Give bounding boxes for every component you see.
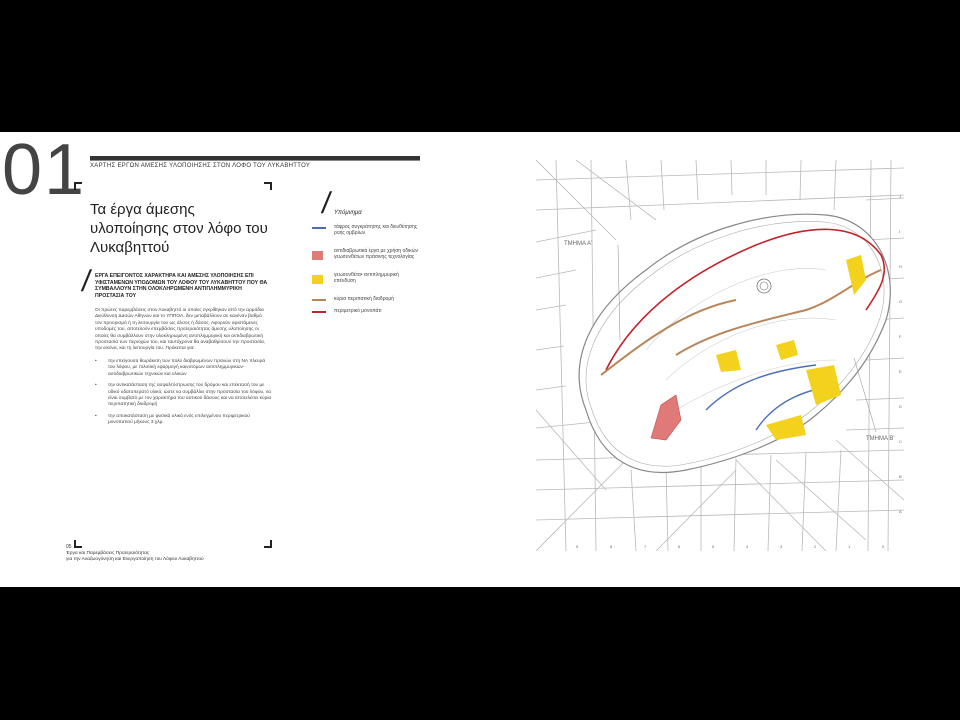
corner-mark-bottom-right xyxy=(264,540,272,548)
row-label: H xyxy=(899,264,902,269)
slash-ornament: / xyxy=(79,265,93,298)
legend-swatch xyxy=(312,251,323,260)
corner-mark-bottom-left xyxy=(74,540,82,548)
list-item: • την επείγουσα θωράκιση των πολύ διαβρωμένων πρανών στη ΝΑ πλευρά του λόφου, με πιλοτική εφαρμογή καινοτόμων αντιπλημμυρικών-αντιδιαβρωτικών τεχνικών και υλικών xyxy=(95,359,273,378)
list-item: • την αντικατάσταση της ασφαλτόστρωσης του δρόμου και επέκτασή του με οδικό υδατοπερατό υλικό, ώστε να συμβάλλει στην προστασία του λόφου, να είναι συμβατό με τον χαρακτήρα του αστικού δάσους και να αποτελέσει κύρια περιπατητική διαδρομή xyxy=(95,383,273,409)
row-label: D xyxy=(899,404,902,409)
label-section-a: ΤΜΗΜΑ Α' xyxy=(564,241,593,247)
legend-item-drainage-trench xyxy=(312,224,422,248)
column-label: 8 xyxy=(610,544,613,549)
header-rule xyxy=(90,160,420,161)
lycabettus-map xyxy=(536,160,904,551)
legend-label: κύρια περιπατική διαδρομή xyxy=(334,296,394,302)
row-label: E xyxy=(899,369,902,374)
footer-text xyxy=(66,551,204,563)
column-label: 6 xyxy=(678,544,681,549)
body-paragraph: Οι πρώτες παρεμβάσεις στον Λυκαβηττό οι οποίες εγκρίθηκαν από την αρμόδια Διεύθυνση Δασών Αθηνών και το ΥΠΠΟΑ, δεν μεταβάλλουν σε κανέναν βαθμό τον προορισμό ή τη λειτουργία του ως άλσος ή δάσος. Αφορούν υφιστάμενες υποδομές του, αποτελούν επεμβάσεις προτεραιότητας άμεσης υλοποίησης οι οποίες θα συμβάλλουν στην ολοκληρωμένη αντιπλημμυρική και αντιδιαβρωτική προστασία των περιοχών του, και ταυτόχρονα θα αναβαθμίσουν την προστασία, την εικόνα, και τη λειτουργία του. Πρόκειται για: xyxy=(95,308,266,352)
row-label: A xyxy=(899,509,902,514)
map-legend xyxy=(312,224,422,320)
column-label: 4 xyxy=(746,544,749,549)
column-label: 3 xyxy=(780,544,783,549)
row-label: B xyxy=(899,474,902,479)
legend-swatch xyxy=(312,275,323,284)
legend-item-geosynthetics xyxy=(312,272,422,296)
row-label: G xyxy=(899,299,903,304)
row-label: I xyxy=(899,229,901,234)
legend-label: περιμετρικό μονοπάτι xyxy=(334,308,382,314)
legend-swatch xyxy=(312,299,326,301)
legend-item-anti-erosion xyxy=(312,248,422,272)
header-text: ΧΑΡΤΗΣ ΕΡΓΩΝ ΑΜΕΣΗΣ ΥΛΟΠΟΙΗΣΗΣ ΣΤΟΝ ΛΟΦΟ ΤΟΥ ΛΥΚΑΒΗΤΤΟΥ xyxy=(90,163,311,169)
row-label: J xyxy=(899,194,901,199)
legend-slash-ornament: / xyxy=(319,187,333,220)
column-label: 7 xyxy=(644,544,647,549)
column-label: 5 xyxy=(712,544,715,549)
page-number: 05 xyxy=(66,544,72,550)
legend-item-perimeter-path xyxy=(312,308,422,320)
document-page xyxy=(0,132,960,587)
page-title: Τα έργα άμεσης υλοποίησης στον λόφο του Λυκαβηττού xyxy=(90,201,268,256)
legend-item-main-walking-route xyxy=(312,296,422,308)
row-label: C xyxy=(899,439,902,444)
list-item: • την αποκατάσταση με φυσικά υλικά ενός επιλεγμένου περιμετρικού μονοπατιού μήκους 3 χλμ. xyxy=(95,414,273,427)
legend-swatch xyxy=(312,311,326,313)
column-label: 0 xyxy=(882,544,885,549)
column-label: 1 xyxy=(848,544,851,549)
label-section-b: ΤΜΗΜΑ Β' xyxy=(866,436,895,442)
row-label: F xyxy=(899,334,902,339)
legend-swatch xyxy=(312,227,326,229)
corner-mark-top-left xyxy=(74,182,82,190)
footer-line-2: για την Αναζωογόνηση και Ενεργοποίηση του Λόφου Λυκαβηττού xyxy=(66,557,204,563)
legend-label: γεωσυνθέτα• αντιπλημμυρική επένδυση xyxy=(334,272,399,285)
bullet-list xyxy=(95,359,273,432)
section-number: 01 xyxy=(2,132,87,210)
column-label: 2 xyxy=(814,544,817,549)
legend-title: Υπόμνημα xyxy=(334,210,362,216)
subheading: ΕΡΓΑ ΕΠΕΙΓΟΝΤΟΣ ΧΑΡΑΚΤΗΡΑ ΚΑΙ ΑΜΕΣΗΣ ΥΛΟΠΟΙΗΣΗΣ ΕΠΙ ΥΦΙΣΤΑΜΕΝΩΝ ΥΠΟΔΟΜΩΝ ΤΟΥ ΛΟΦΟΥ ΤΟΥ ΛΥΚΑΒΗΤΤΟΥ ΠΟΥ ΘΑ ΣΥΜΒΑΛΛΟΥΝ ΣΤΗΝ ΟΛΟΚΛΗΡΩΜΕΝΗ ΑΝΤΙΠΛΗΜΜΥΡΙΚΗ ΠΡΟΣΤΑΣΙΑ ΤΟΥ xyxy=(95,273,268,299)
footer-line-1: Έργα και Παρεμβάσεις Προτεραιότητας xyxy=(66,551,150,556)
legend-label: αντιδιαβρωτικά έργα με χρήση οδικών γεωσυνθέτων πράσινης τεχνολογίας xyxy=(334,248,418,261)
legend-label: τάφρος συγκράτησης και διευθέτησης ροής ομβρίων xyxy=(334,224,418,237)
corner-mark-top-right xyxy=(264,182,272,190)
column-label: 9 xyxy=(576,544,579,549)
